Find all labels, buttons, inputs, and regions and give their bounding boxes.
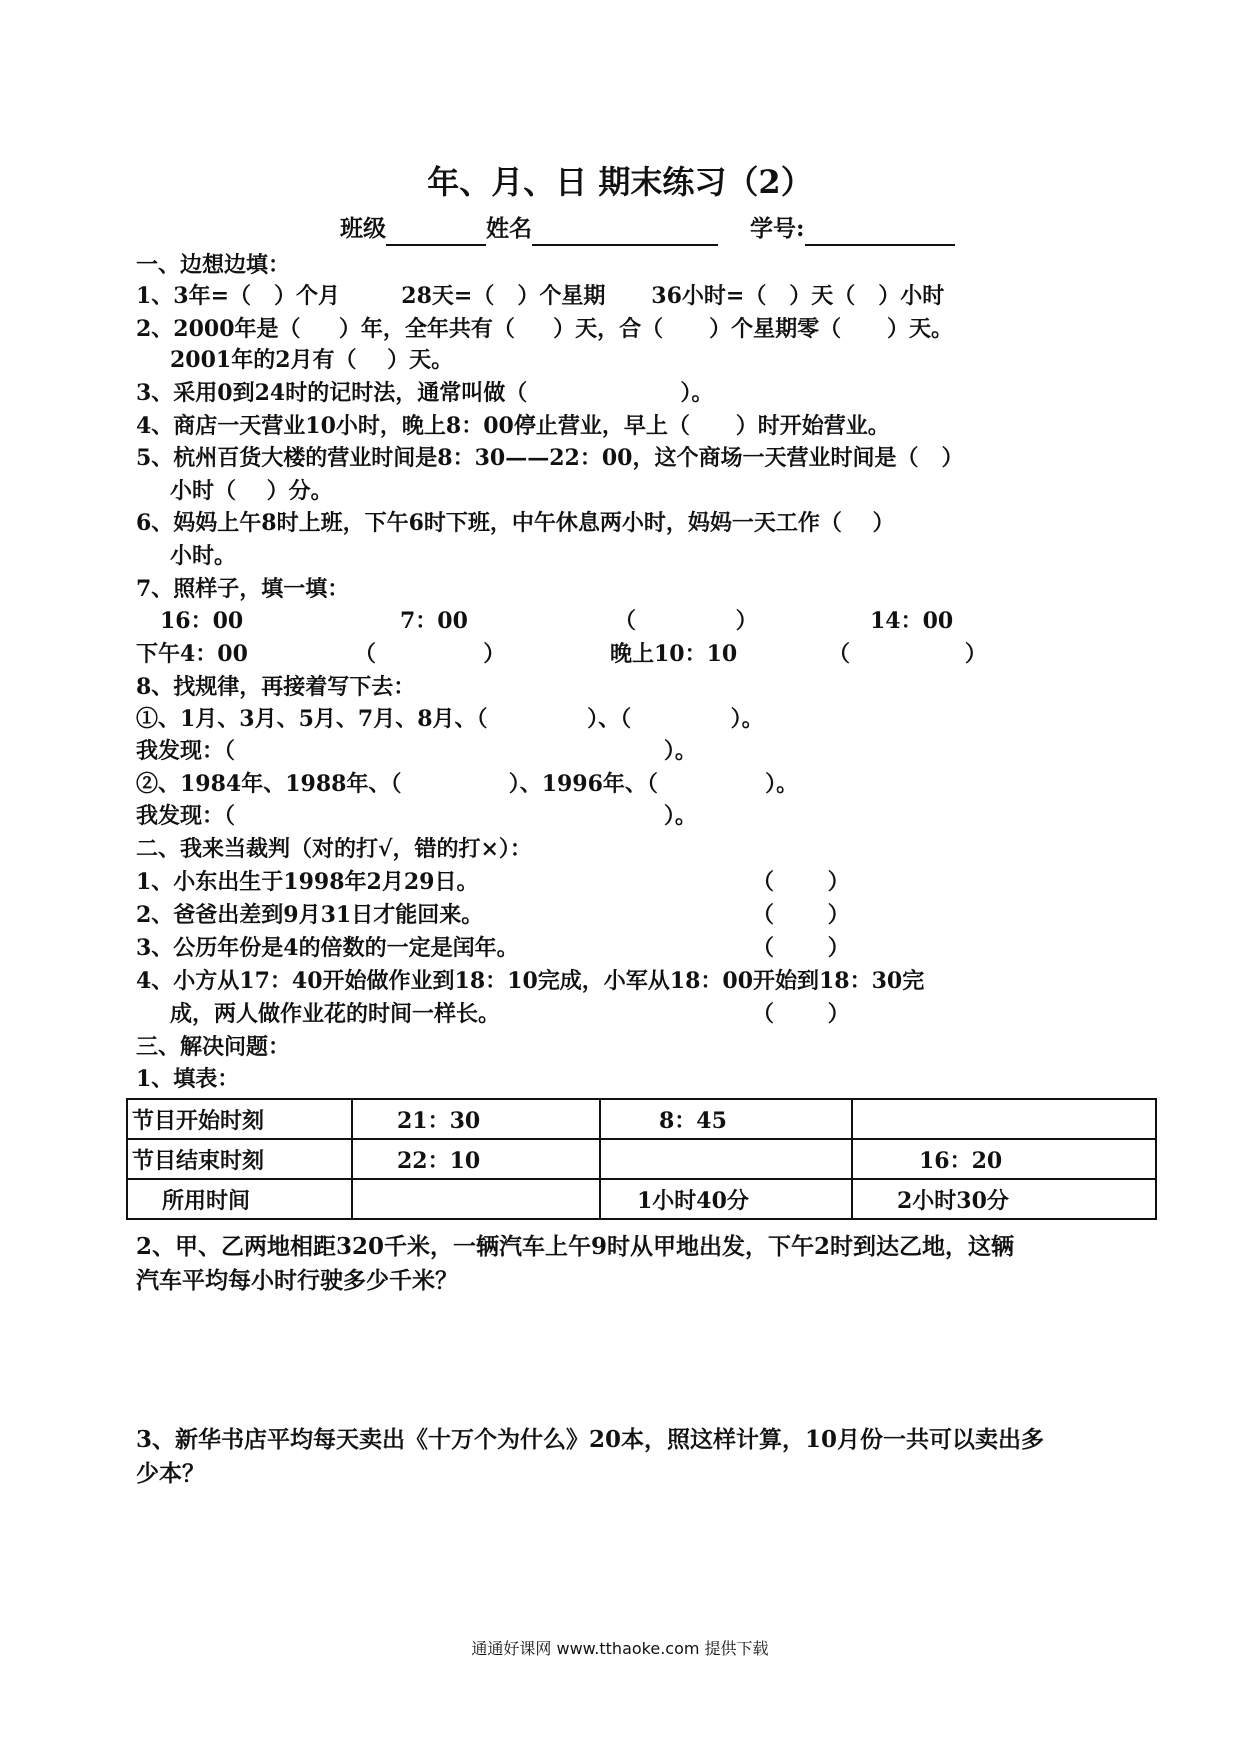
q7-answer-blank[interactable]: （ ）	[354, 641, 506, 667]
s1-question-5-cont: 小时（ ）分。	[170, 478, 333, 504]
s1-question-2: 2、2000年是（ ）年，全年共有（ ）天，合（ ）个星期零（ ）天。	[136, 316, 954, 342]
table-cell: 节目开始时刻	[127, 1099, 352, 1139]
s2-question-4: 4、小方从17：40开始做作业到18：10完成，小军从18：00开始到18：30完	[136, 968, 925, 994]
s3-question-3: 3、新华书店平均每天卖出《十万个为什么》20本，照这样计算，10月份一共可以卖出多	[136, 1426, 1045, 1453]
q8-sequence-a: ①、1月、3月、5月、7月、8月、（ ）、（ ）。	[136, 706, 764, 732]
class-label: 班级	[340, 215, 386, 242]
section-3-heading: 三、解决问题：	[136, 1034, 291, 1060]
judge-blank[interactable]: （ ）	[752, 902, 850, 928]
q8-sequence-b: ②、1984年、1988年、（ ）、1996年、（ ）。	[136, 771, 799, 797]
q7-example-12h: 下午4：00	[136, 641, 248, 667]
q7-item-evening: 晚上10：10	[610, 641, 738, 667]
judge-blank[interactable]: （ ）	[752, 1001, 850, 1027]
table-row	[127, 1179, 1156, 1219]
s1-question-5: 5、杭州百货大楼的营业时间是8：30——22：00，这个商场一天营业时间是（ ）	[136, 445, 964, 471]
table-cell: 节目结束时刻	[127, 1139, 352, 1179]
q7-example-24h: 16：00	[160, 608, 244, 634]
q7-answer-blank[interactable]: （ ）	[828, 641, 987, 667]
s2-question-1: 1、小东出生于1998年2月29日。	[136, 869, 479, 895]
number-blank[interactable]	[805, 216, 955, 246]
s1-question-4: 4、商店一天营业10小时，晚上8：00停止营业，早上（ ）时开始营业。	[136, 413, 890, 439]
q8-finding-a: 我发现：（ ）。	[136, 738, 697, 764]
s3-question-2-cont: 汽车平均每小时行驶多少千米？	[136, 1267, 458, 1294]
worksheet-title: 年、月、日 期末练习（2）	[427, 163, 813, 201]
s2-question-3: 3、公历年份是4的倍数的一定是闰年。	[136, 935, 519, 961]
table-cell: 2小时30分	[852, 1179, 1156, 1219]
s2-question-2: 2、爸爸出差到9月31日才能回来。	[136, 902, 484, 928]
time-table	[126, 1098, 1157, 1220]
table-cell-blank[interactable]	[600, 1139, 852, 1179]
section-1-heading: 一、边想边填：	[136, 252, 291, 278]
s1-question-2-cont: 2001年的2月有（ ）天。	[170, 347, 454, 373]
s3-question-3-cont: 少本？	[136, 1460, 205, 1487]
s1-question-8: 8、找规律，再接着写下去：	[136, 674, 416, 700]
s1-question-6: 6、妈妈上午8时上班，下午6时下班，中午休息两小时，妈妈一天工作（ ）	[136, 510, 895, 536]
q7-item-14: 14：00	[870, 608, 954, 634]
s3-question-1: 1、填表：	[136, 1066, 240, 1092]
s1-question-1: 1、3年=（ ）个月 28天=（ ）个星期 36小时=（ ）天（ ）小时	[136, 283, 945, 309]
q7-item-7: 7：00	[400, 608, 468, 634]
judge-blank[interactable]: （ ）	[752, 869, 850, 895]
s1-question-6-cont: 小时。	[170, 543, 237, 569]
class-blank[interactable]	[386, 216, 486, 246]
table-cell: 22：10	[352, 1139, 600, 1179]
s2-question-4-cont: 成，两人做作业花的时间一样长。	[170, 1001, 501, 1027]
table-row	[127, 1139, 1156, 1179]
table-cell: 1小时40分	[600, 1179, 852, 1219]
table-cell: 16：20	[852, 1139, 1156, 1179]
table-cell: 21：30	[352, 1099, 600, 1139]
table-cell: 8：45	[600, 1099, 852, 1139]
table-cell: 所用时间	[127, 1179, 352, 1219]
s3-question-2: 2、甲、乙两地相距320千米，一辆汽车上午9时从甲地出发，下午2时到达乙地，这辆	[136, 1233, 1015, 1260]
q8-finding-b: 我发现：（ ）。	[136, 803, 697, 829]
section-2-heading: 二、我来当裁判（对的打√，错的打×）：	[136, 836, 532, 862]
name-blank[interactable]	[532, 216, 718, 246]
table-row	[127, 1099, 1156, 1139]
name-label: 姓名	[486, 215, 532, 242]
footer-credit: 通通好课网 www.tthaoke.com 提供下载	[471, 1639, 769, 1658]
s1-question-7: 7、照样子，填一填：	[136, 576, 350, 602]
judge-blank[interactable]: （ ）	[752, 935, 850, 961]
student-info-line	[340, 212, 955, 246]
q7-answer-blank[interactable]: （ ）	[614, 608, 758, 634]
s1-question-3: 3、采用0到24时的记时法，通常叫做（ ）。	[136, 380, 714, 406]
table-cell-blank[interactable]	[852, 1099, 1156, 1139]
table-cell-blank[interactable]	[352, 1179, 600, 1219]
number-label: 学号:	[750, 215, 805, 242]
